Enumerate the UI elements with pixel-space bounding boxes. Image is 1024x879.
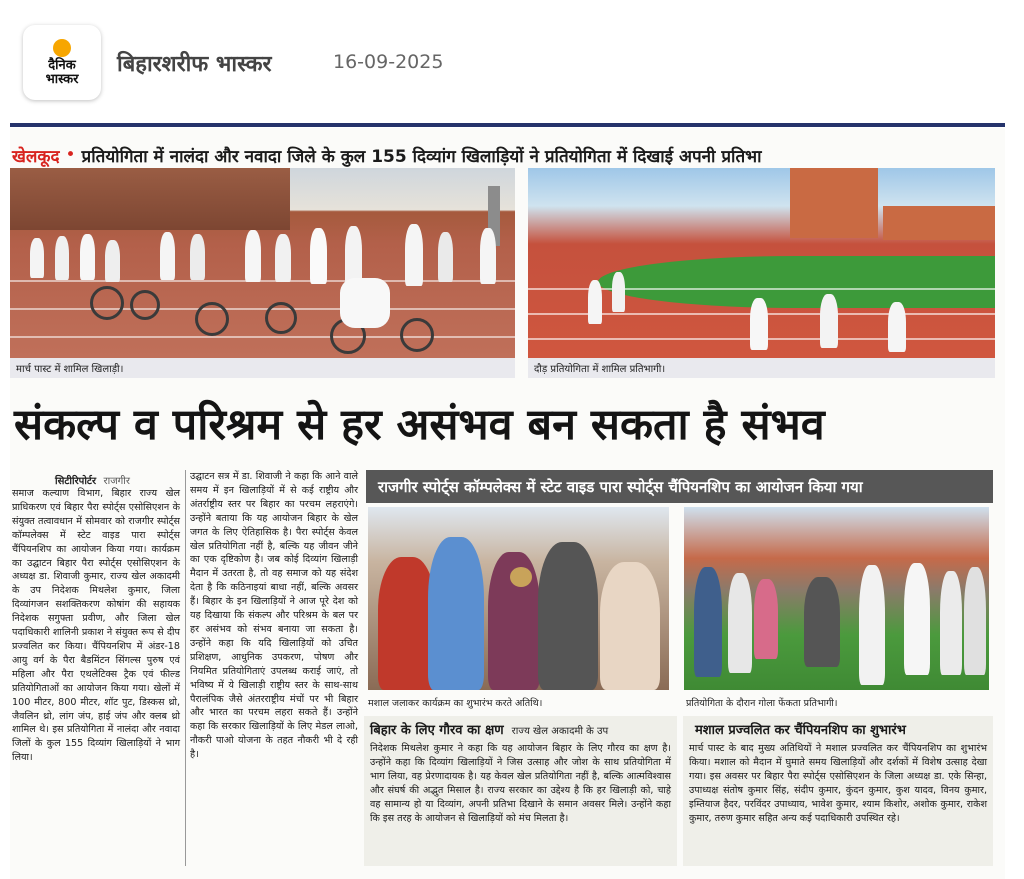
sun-icon xyxy=(53,39,71,57)
box1-body: निदेशक मिथलेश कुमार ने कहा कि यह आयोजन बिहार के लिए गौरव का क्षण है। उन्होंने कहा कि दिव्यांग खिलाड़ियों ने जिस उत्साह और जोश के साथ प्रतियोगिता में भाग लिया, वह प्रेरणादायक है। यह केवल खेल प्रतियोगिता नहीं है, बल्कि आत्मविश्वास और संघर्ष की अद्भुत मिसाल है। राज्य सरकार का उद्देश्य है कि हर खिलाड़ी को, चाहे वह सामान्य हो या दिव्यांग, अपनी प्रतिभा दिखाने के समान अवसर मिले। उन्होंने कहा कि इस तरह के आयोजन से खिलाड़ियों को मंच मिलता है। xyxy=(370,743,671,824)
spectator xyxy=(964,567,986,675)
torch-icon xyxy=(510,567,532,587)
athlete xyxy=(105,240,120,282)
athlete xyxy=(80,234,95,280)
photo-running-race xyxy=(528,168,995,358)
athlete xyxy=(30,238,44,278)
story-box-torch xyxy=(683,716,993,866)
runner xyxy=(750,298,768,350)
athlete xyxy=(310,228,327,284)
wheelchair-wheel xyxy=(195,302,229,336)
wheelchair-wheel xyxy=(265,302,297,334)
runner xyxy=(820,294,838,348)
article-column-2: उद्घाटन सत्र में डा. शिवाजी ने कहा कि आने वाले समय में इन खिलाड़ियों में से कई राष्ट्रीय और अंतर्राष्ट्रीय स्तर पर बिहार का परचम लहराएंगे। उन्होंने बताया कि यह आयोजन बिहार के खेल जगत के लिए ऐतिहासिक है। पैरा स्पोर्ट्स केवल खेल प्रतियोगिता नहीं है, बल्कि यह जीवन जीने का एक दृष्टिकोण है। जब कोई दिव्यांग खिलाड़ी मैदान में उतरता है, तो वह समाज को यह संदेश देता है कि कठिनाइयां बाधा नहीं, बल्कि अवसर हैं। बिहार के इन खिलाड़ियों ने आज पूरे देश को यह दिखाया कि संकल्प और परिश्रम के बल पर हर असंभव को संभव बनाया जा सकता है। उन्होंने कहा कि यदि खिलाड़ियों को उचित प्रशिक्षण, आधुनिक उपकरण, पोषण और नियमित प्रतियोगिताएं उपलब्ध कराई जाएं, तो भविष्य में ये खिलाड़ी राष्ट्रीय स्तर के साथ-साथ पैरालंपिक जैसे अंतरराष्ट्रीय मंचों पर भी बिहार और भारत का परचम लहरा सकते हैं। उन्होंने कहा कि सरकार खिलाड़ियों के लिए मेडल लाओ, नौकरी पाओ योजना के तहत नौकरी भी दे रही है। xyxy=(190,471,358,761)
byline-reporter: सिटीरिपोर्टर xyxy=(55,476,97,487)
byline xyxy=(55,473,130,487)
athlete xyxy=(190,234,205,280)
athlete xyxy=(438,232,453,282)
person-blue-shirt xyxy=(428,537,484,690)
article-column-1: समाज कल्याण विभाग, बिहार राज्य खेल प्राधिकरण एवं बिहार पैरा स्पोर्ट्स एसोसिएशन के संयुक्त तत्वावधान में सोमवार को राजगीर स्पोर्ट्स कॉम्पलेक्स में स्टेट वाइड पारा स्पोर्ट्स चैंपियनशिप का आयोजन किया गया। कार्यक्रम का उद्घाटन बिहार पैरा स्पोर्ट्स एसोसिएशन के अध्यक्ष डा. शिवाजी कुमार, राज्य खेल अकादमी के उप निदेशक मिथलेश कुमार, जिला दिव्यांगजन सशक्तिकरण कोषांग की सहायक निदेशक सगुफ्ता प्रवीण, और जिला खेल पदाधिकारी शालिनी प्रकाश ने संयुक्त रूप से दीप प्रज्वलित कर किया। चैंपियनशिप में अंडर-18 आयु वर्ग के पैरा बैडमिंटन सिंगल्स पुरुष एवं महिला और पैरा एथलेटिक्स ट्रैक एवं फील्ड प्रतियोगिताओं का आयोजन किया गया। खेलों में 100 मीटर, 800 मीटर, शॉट पुट, डिस्कस थ्रो, जैवलिन थ्रो, लांग जंप, हाई जंप और क्लब थ्रो शामिल थे। इस प्रतियोगिता में नालंदा और नवादा जिलों के कुल 155 दिव्यांग खिलाड़ियों ने भाग लिया। xyxy=(12,488,180,764)
box2-body: मार्च पास्ट के बाद मुख्य अतिथियों ने मशाल प्रज्वलित कर चैंपियनशिप का शुभारंभ किया। मशाल को मैदान में घुमाते समय खिलाड़ियों और दर्शकों में विशेष उत्साह देखा गया। इस अवसर पर बिहार पैरा स्पोर्ट्स एसोसिएशन के जिला अध्यक्ष डा. एके सिन्हा, उपाध्यक्ष संतोष कुमार सिंह, संदीप कुमार, कुंदन कुमार, कुश यादव, विनय कुमार, इम्तियाज हैदर, परविंदर उपाध्याय, भावेश कुमार, श्याम किशोर, अशोक कुमार, राकेश कुमार, तरुण कुमार सहित अन्य कई पदाधिकारी उपस्थित रहे। xyxy=(689,743,987,824)
photo-march-past xyxy=(10,168,515,358)
kicker-label: खेलकूद xyxy=(12,146,60,167)
box1-title: बिहार के लिए गौरव का क्षण xyxy=(370,723,504,738)
athlete xyxy=(480,228,496,284)
stadium-stand xyxy=(10,168,290,230)
box2-title: मशाल प्रज्वलित कर चैंपियनशिप का शुभारंभ xyxy=(695,723,906,738)
person-grey-coat xyxy=(538,542,598,690)
main-headline: संकल्प व परिश्रम से हर असंभव बन सकता है संभव xyxy=(14,400,825,450)
wheelchair-wheel xyxy=(400,318,434,352)
spectator xyxy=(940,571,962,675)
kicker-bullet: • xyxy=(65,145,76,165)
athlete xyxy=(245,230,261,282)
spectator xyxy=(728,573,752,673)
byline-location: राजगीर xyxy=(103,476,130,487)
runner xyxy=(612,272,625,312)
wheelchair-wheel xyxy=(90,286,124,320)
logo-line1: दैनिक xyxy=(48,57,76,73)
header-divider xyxy=(10,123,1005,127)
athlete xyxy=(160,232,175,280)
wheelchair-wheel xyxy=(130,290,160,320)
stadium-building xyxy=(790,168,878,238)
athlete xyxy=(55,236,69,280)
spectator xyxy=(754,579,778,659)
edition-date: 16-09-2025 xyxy=(333,51,444,73)
subhead-bar: राजगीर स्पोर्ट्स कॉम्पलेक्स में स्टेट वाइड पारा स्पोर्ट्स चैंपियनशिप का आयोजन किया गया xyxy=(366,470,993,503)
official xyxy=(859,565,885,685)
stadium-building xyxy=(883,206,995,240)
photo4-caption: प्रतियोगिता के दौरान गोला फेंकता प्रतिभागी। xyxy=(686,698,838,709)
edition-title: बिहारशरीफ भास्कर xyxy=(117,52,272,77)
box1-lead: राज्य खेल अकादमी के उप xyxy=(511,726,609,737)
track-lane xyxy=(10,336,515,338)
photo3-caption: मशाल जलाकर कार्यक्रम का शुभारंभ करते अतिथि। xyxy=(368,698,543,709)
athlete-in-wheelchair xyxy=(340,278,390,328)
app-header xyxy=(0,0,1024,125)
athlete-shot-put xyxy=(804,577,840,667)
box1-header xyxy=(364,716,677,738)
runner xyxy=(888,302,906,352)
athlete xyxy=(345,226,362,286)
photo-shot-put xyxy=(684,507,989,690)
kicker-row xyxy=(12,140,762,170)
kicker-text: प्रतियोगिता में नालंदा और नवादा जिले के कुल 155 दिव्यांग खिलाड़ियों ने प्रतियोगिता में दिखाई अपनी प्रतिभा xyxy=(81,146,762,167)
spectator xyxy=(694,567,722,677)
dainik-bhaskar-logo[interactable] xyxy=(23,25,101,100)
logo-line2: भास्कर xyxy=(45,71,79,87)
photo2-caption: दौड़ प्रतियोगिता में शामिल प्रतिभागी। xyxy=(528,358,995,378)
photo1-caption: मार्च पास्ट में शामिल खिलाड़ी। xyxy=(10,358,515,378)
athlete xyxy=(275,234,291,282)
person-woman xyxy=(600,562,660,690)
column-divider xyxy=(185,470,186,866)
track-lane xyxy=(10,308,515,310)
athlete xyxy=(405,224,423,286)
runner xyxy=(588,280,602,324)
story-box-bihar-pride xyxy=(364,716,677,866)
photo-torch-lighting xyxy=(368,507,669,690)
official xyxy=(904,563,930,675)
football-field xyxy=(598,256,995,308)
